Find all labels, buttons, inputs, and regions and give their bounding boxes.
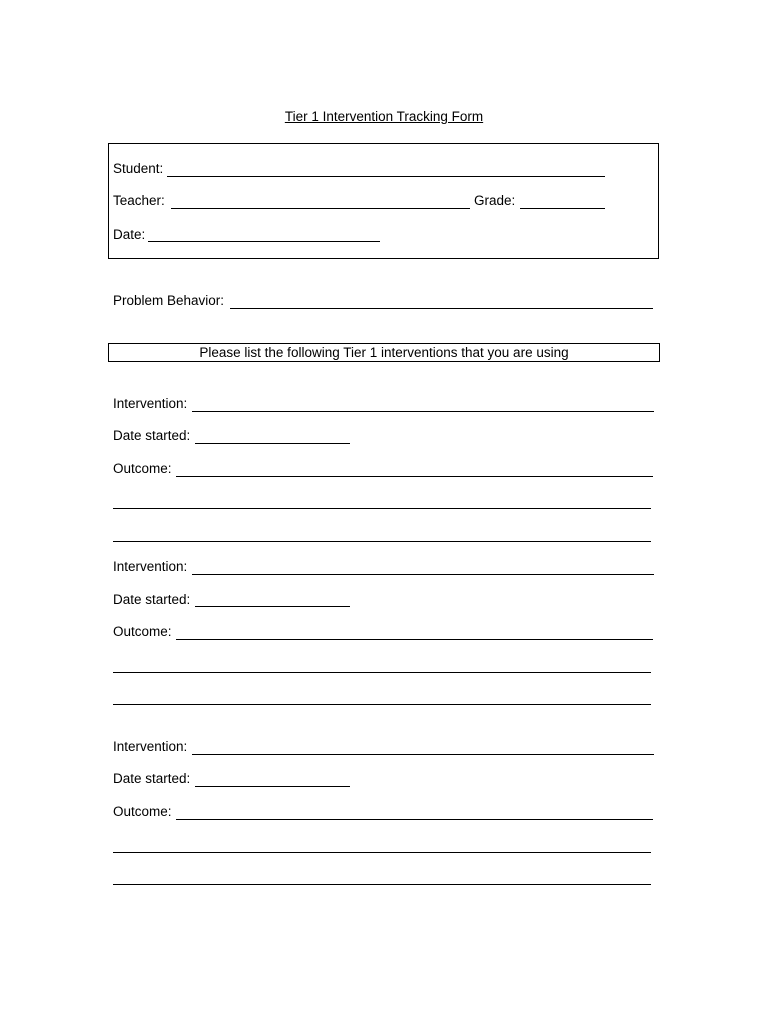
problem-behavior-field[interactable] bbox=[230, 308, 653, 309]
outcome-label: Outcome: bbox=[113, 461, 172, 476]
intervention-label: Intervention: bbox=[113, 396, 188, 411]
outcome-field[interactable] bbox=[176, 476, 653, 477]
date-started-field[interactable] bbox=[195, 443, 350, 444]
intervention-label: Intervention: bbox=[113, 559, 188, 574]
date-started-field[interactable] bbox=[195, 606, 350, 607]
date-started-label: Date started: bbox=[113, 592, 191, 607]
student-field[interactable] bbox=[167, 176, 605, 177]
outcome-field[interactable] bbox=[176, 819, 653, 820]
date-started-label: Date started: bbox=[113, 771, 191, 786]
intervention-label: Intervention: bbox=[113, 739, 188, 754]
teacher-field[interactable] bbox=[171, 208, 470, 209]
outcome-label: Outcome: bbox=[113, 804, 172, 819]
outcome-line[interactable] bbox=[113, 884, 651, 885]
outcome-line[interactable] bbox=[113, 672, 651, 673]
outcome-line[interactable] bbox=[113, 704, 651, 705]
intervention-field[interactable] bbox=[192, 574, 654, 575]
outcome-label: Outcome: bbox=[113, 624, 172, 639]
date-field[interactable] bbox=[148, 241, 380, 242]
grade-label: Grade: bbox=[474, 193, 516, 208]
intervention-field[interactable] bbox=[192, 411, 654, 412]
teacher-label: Teacher: bbox=[113, 193, 165, 208]
outcome-line[interactable] bbox=[113, 852, 651, 853]
outcome-line[interactable] bbox=[113, 541, 651, 542]
instructions-box: Please list the following Tier 1 interventions that you are using bbox=[108, 343, 660, 362]
student-label: Student: bbox=[113, 161, 164, 176]
outcome-field[interactable] bbox=[176, 639, 653, 640]
date-label: Date: bbox=[113, 227, 146, 242]
date-started-field[interactable] bbox=[195, 786, 350, 787]
form-title: Tier 1 Intervention Tracking Form bbox=[284, 109, 484, 124]
outcome-line[interactable] bbox=[113, 508, 651, 509]
intervention-field[interactable] bbox=[192, 754, 654, 755]
date-started-label: Date started: bbox=[113, 428, 191, 443]
grade-field[interactable] bbox=[520, 208, 605, 209]
problem-behavior-label: Problem Behavior: bbox=[113, 293, 225, 308]
